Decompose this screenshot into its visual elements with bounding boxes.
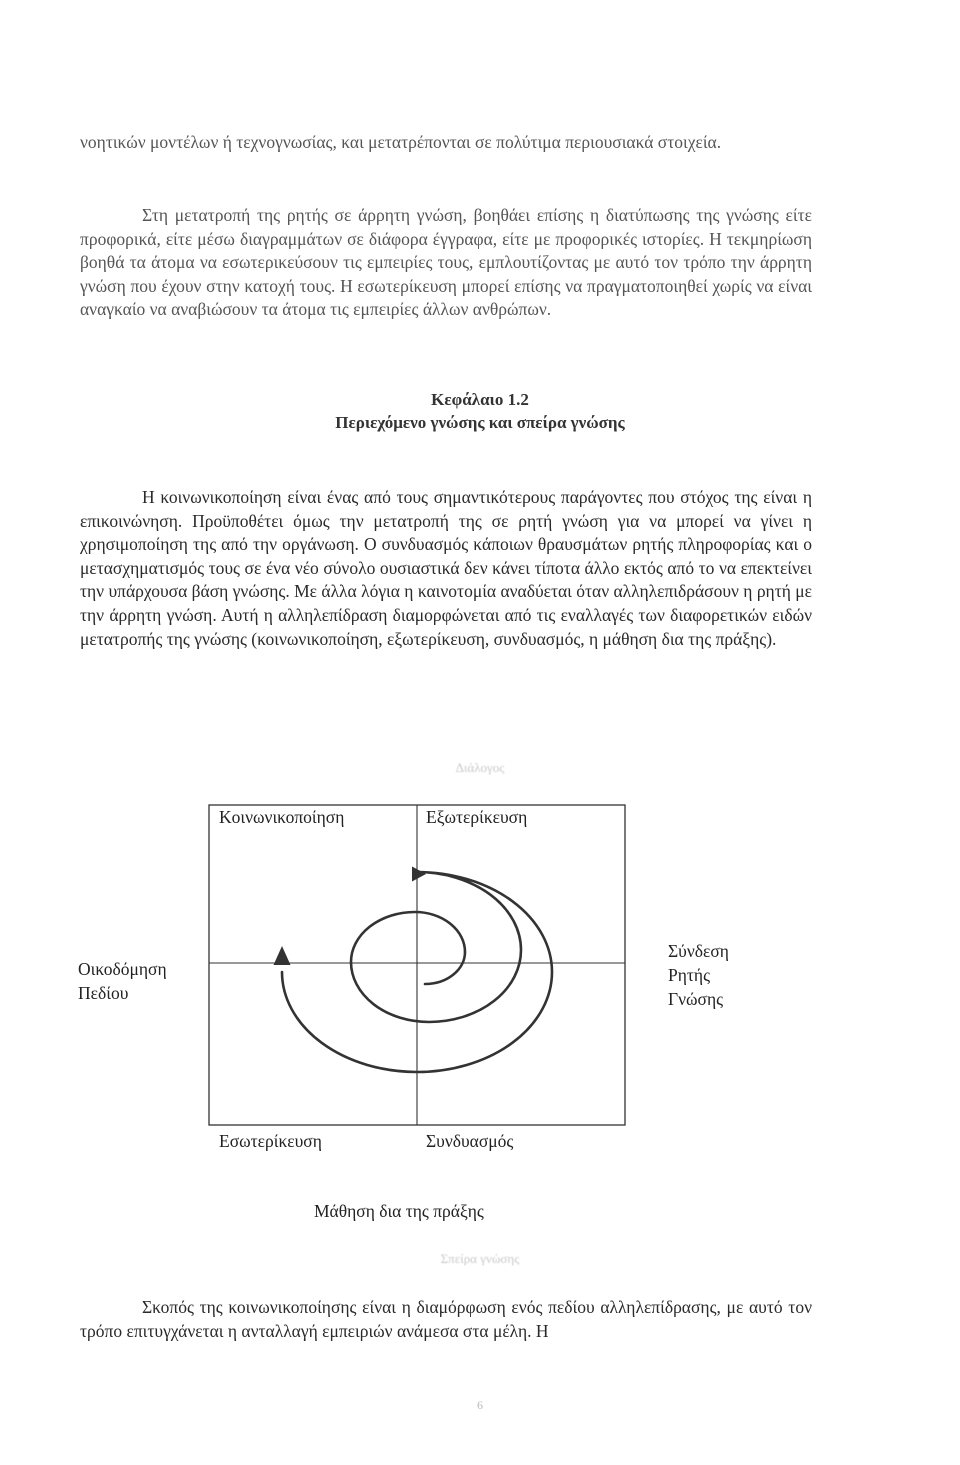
spiral-end-arrow — [412, 867, 426, 882]
paragraph-continuation: νοητικών μοντέλων ή τεχνογνωσίας, και μετατρέπονται σε πολύτιμα περιουσιακά στοιχεία. — [80, 132, 722, 152]
chapter-title: Περιεχόμενο γνώσης και σπείρα γνώσης — [335, 413, 625, 432]
faint-dialogue-label: Διάλογος — [455, 760, 505, 775]
label-linking-explicit-2: Ρητής — [668, 965, 710, 985]
paragraph-socialization-purpose: Σκοπός της κοινωνικοποίησης είναι η διαμόρφωση ενός πεδίου αλληλεπίδρασης, με αυτό τον τρόπο επιτυγχάνεται η ανταλλαγή εμπειριών ανάμεσα στα μέλη. Η — [80, 1297, 812, 1341]
spiral-start-arrow — [274, 946, 291, 965]
label-linking-explicit-1: Σύνδεση — [668, 941, 729, 961]
label-linking-explicit-3: Γνώσης — [668, 989, 724, 1009]
paragraph-internalization: Στη μετατροπή της ρητής σε άρρητη γνώση, βοηθάει επίσης η διατύπωσης της γνώσης είτε προφορικά, είτε μέσω διαγραμμάτων σε διάφορα έγγραφα, είτε με προφορικές ιστορίες. Η τεκμηρίωση βοηθά τα άτομα να εσωτερικεύσουν τις εμπειρίες τους, εμπλουτίζοντας με αυτό τον τρόπο την άρρητη γνώση που έχουν στην κατοχή τους. Η εσωτερίκευση μπορεί επίσης να πραγματοποιηθεί χωρίς να είναι αναγκαίο να αναβιώσουν τα άτομα τις εμπειρίες άλλων ανθρώπων. — [80, 205, 812, 320]
quadrant-internalization: Εσωτερίκευση — [219, 1131, 322, 1151]
label-learning-by-doing: Μάθηση δια της πράξης — [314, 1201, 484, 1221]
quadrant-socialization: Κοινωνικοποίηση — [219, 807, 345, 827]
label-field-building-2: Πεδίου — [78, 983, 129, 1003]
faint-spiral-caption: Σπείρα γνώσης — [440, 1251, 520, 1266]
chapter-number: Κεφάλαιο 1.2 — [431, 390, 529, 409]
quadrant-externalization: Εξωτερίκευση — [426, 807, 528, 827]
quadrant-combination: Συνδυασμός — [426, 1131, 514, 1151]
label-field-building-1: Οικοδόμηση — [78, 959, 167, 979]
paragraph-socialization: Η κοινωνικοποίηση είναι ένας από τους σημαντικότερους παράγοντες που στόχος της είναι η επικοινώνηση. Προϋποθέτει όμως την μετατροπή της σε ρητή γνώση για να μπορεί να γίνει η χρησιμοποίηση της από την οργάνωση. Ο συνδυασμός κάποιων θραυσμάτων ρητής πληροφορίας και ο μετασχηματισμός τους σε ένα νέο σύνολο ουσιαστικά δεν κάνει τίποτα άλλο εκτός από το να επεκτείνει την υπάρχουσα βάση γνώσης. Με άλλα λόγια η καινοτομία αναδύεται όταν αλληλεπιδράσουν η ρητή με την άρρητη γνώση. Αυτή η αλληλεπίδραση διαμορφώνεται από τις εναλλαγές των διαφορετικών ειδών μετατροπής της γνώσης (κοινωνικοποίηση, εξωτερίκευση, συνδυασμός, η μάθηση δια της πράξης). — [80, 487, 812, 649]
page-number: 6 — [477, 1398, 483, 1412]
